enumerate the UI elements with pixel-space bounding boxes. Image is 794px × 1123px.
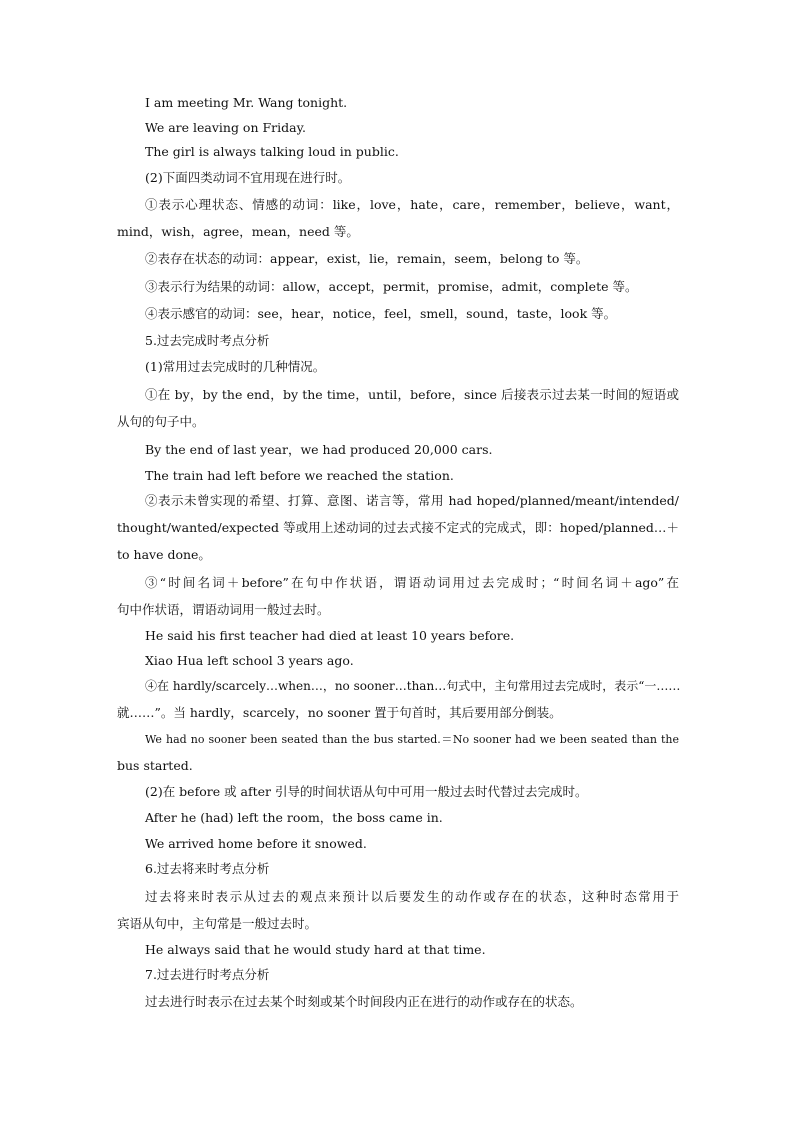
paragraph-line: ②表存在状态的动词：appear，exist，lie，remain，seem，belong to 等。 bbox=[145, 251, 589, 266]
subsection-heading: (2)在 before 或 after 引导的时间状语从句中可用一般过去时代替过去完成时。 bbox=[145, 784, 588, 799]
section-heading: 5.过去完成时考点分析 bbox=[145, 333, 270, 348]
example-sentence: bus started. bbox=[117, 758, 193, 773]
section-heading: 6.过去将来时考点分析 bbox=[145, 861, 270, 876]
example-sentence: The girl is always talking loud in public. bbox=[145, 144, 399, 159]
paragraph-line: 从句的句子中。 bbox=[117, 414, 205, 429]
example-sentence: By the end of last year，we had produced 20,000 cars. bbox=[145, 442, 493, 457]
paragraph-line: ④在 hardly/scarcely…when…，no sooner…than…句式中，主句常用过去完成时，表示“一…… bbox=[145, 679, 681, 693]
paragraph-line: to have done。 bbox=[117, 547, 211, 562]
paragraph-line: 就……”。当 hardly，scarcely，no sooner 置于句首时，其后要用部分倒装。 bbox=[117, 705, 562, 720]
example-sentence: We are leaving on Friday. bbox=[145, 120, 306, 135]
example-sentence: I am meeting Mr. Wang tonight. bbox=[145, 95, 348, 110]
example-sentence: Xiao Hua left school 3 years ago. bbox=[145, 653, 354, 668]
paragraph-line: 过去进行时表示在过去某个时刻或某个时间段内正在进行的动作或存在的状态。 bbox=[145, 994, 583, 1009]
paragraph-line: ③表示行为结果的动词：allow，accept，permit，promise，admit，complete 等。 bbox=[145, 279, 638, 294]
paragraph-line: ②表示未曾实现的希望、打算、意图、诺言等，常用 had hoped/planned/meant/intended/ bbox=[145, 493, 679, 508]
paragraph-line: 宾语从句中，主句常是一般过去时。 bbox=[117, 916, 318, 931]
example-sentence: We arrived home before it snowed. bbox=[145, 836, 367, 851]
example-sentence: He said his first teacher had died at least 10 years before. bbox=[145, 628, 515, 643]
section-heading: 7.过去进行时考点分析 bbox=[145, 967, 270, 982]
paragraph-line: ③“时间名词＋before”在句中作状语，谓语动词用过去完成时；“时间名词＋ago”在 bbox=[145, 575, 679, 590]
example-sentence: We had no sooner been seated than the bus started.＝No sooner had we been seated than the bbox=[145, 733, 679, 746]
paragraph-line: 句中作状语，谓语动词用一般过去时。 bbox=[117, 602, 330, 617]
paragraph-line: ①表示心理状态、情感的动词：like，love，hate，care，remember，believe，want， bbox=[145, 197, 679, 212]
paragraph-line: ④表示感官的动词：see，hear，notice，feel，smell，sound，taste，look 等。 bbox=[145, 306, 617, 321]
example-sentence: After he (had) left the room，the boss came in. bbox=[145, 810, 443, 825]
subsection-heading: (2)下面四类动词不宜用现在进行时。 bbox=[145, 170, 351, 185]
paragraph-line: thought/wanted/expected 等或用上述动词的过去式接不定式的完成式，即：hoped/planned…＋ bbox=[117, 520, 679, 535]
subsection-heading: (1)常用过去完成时的几种情况。 bbox=[145, 359, 326, 374]
paragraph-line: mind，wish，agree，mean，need 等。 bbox=[117, 224, 359, 239]
paragraph-line: ①在 by，by the end，by the time，until，before，since 后接表示过去某一时间的短语或 bbox=[145, 387, 679, 402]
paragraph-line: 过去将来时表示从过去的观点来预计以后要发生的动作或存在的状态，这种时态常用于 bbox=[145, 889, 679, 904]
example-sentence: The train had left before we reached the station. bbox=[145, 468, 454, 483]
example-sentence: He always said that he would study hard at that time. bbox=[145, 942, 486, 957]
